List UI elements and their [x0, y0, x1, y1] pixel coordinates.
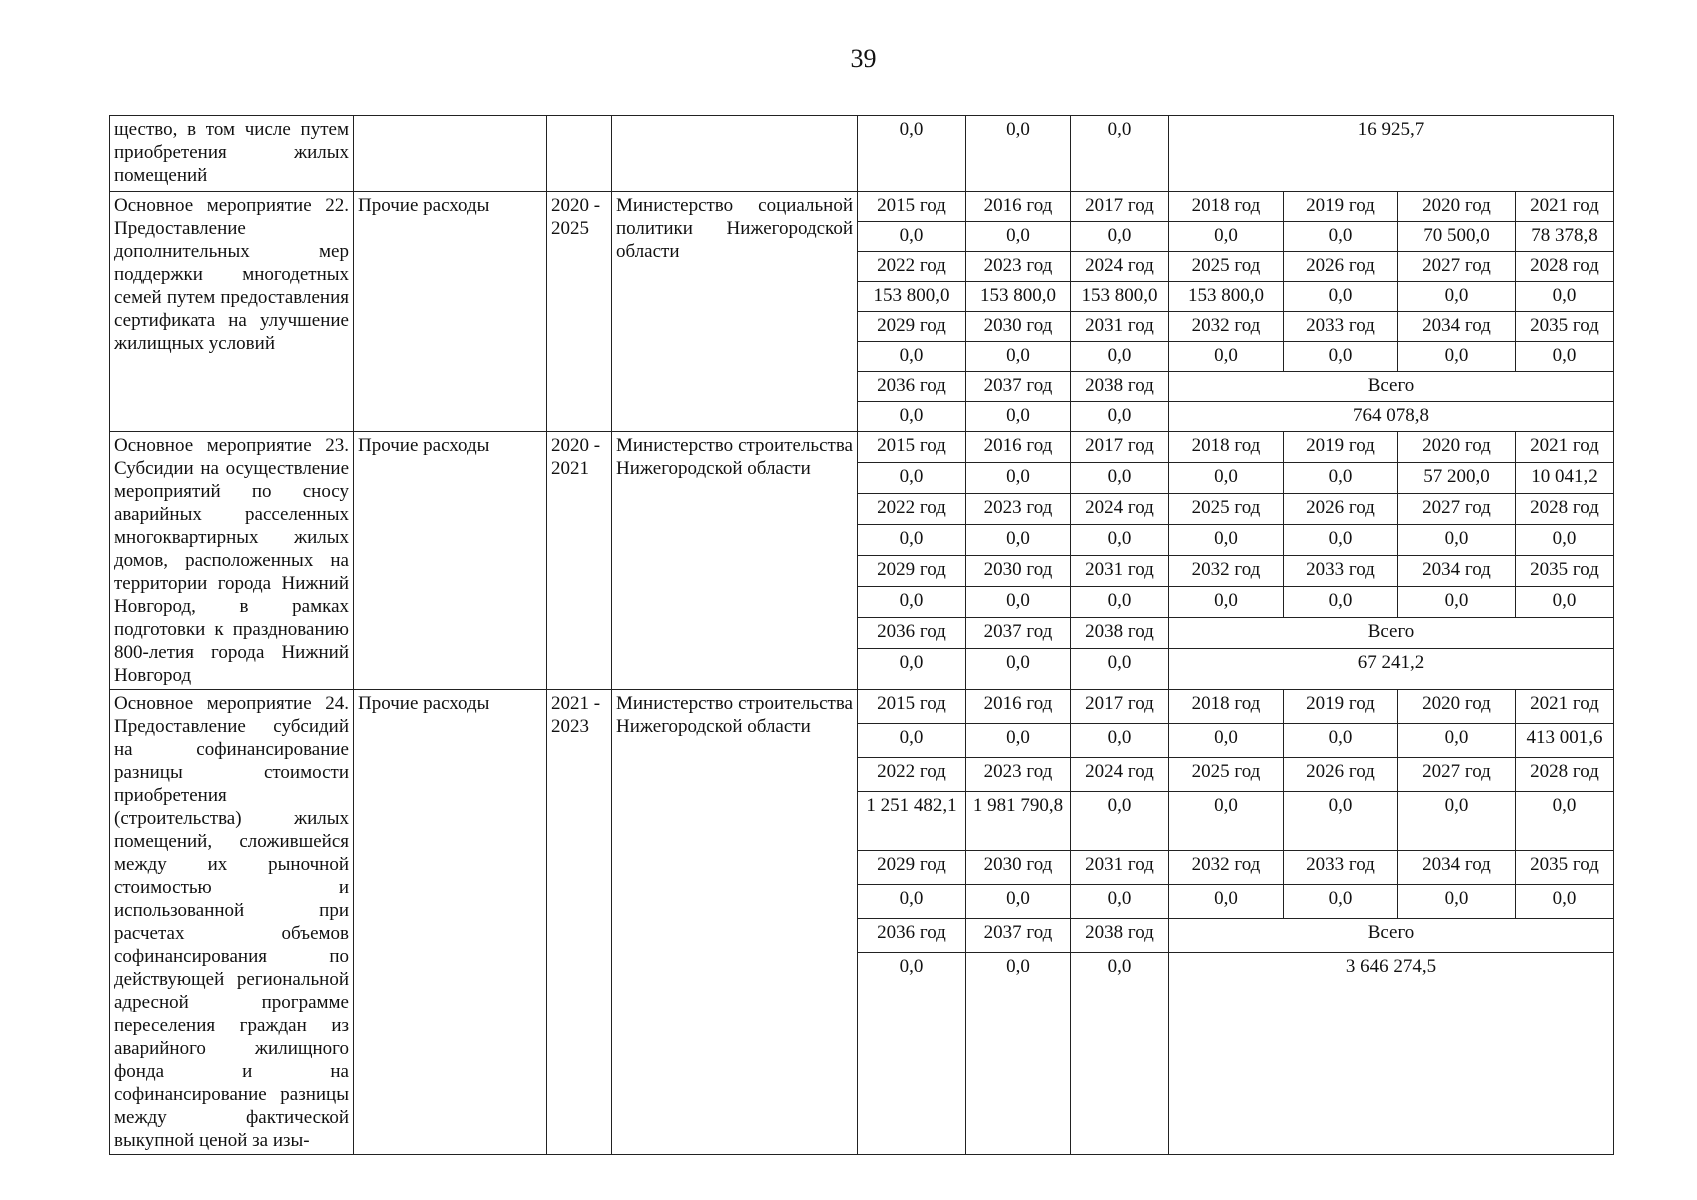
- value-cell: 0,0: [1071, 342, 1169, 372]
- year-label: 2027 год: [1398, 252, 1516, 282]
- period: 2020 - 2025: [547, 192, 612, 432]
- value-cell: 413 001,6: [1516, 724, 1614, 758]
- year-label: 2025 год: [1169, 252, 1284, 282]
- year-label: 2028 год: [1516, 252, 1614, 282]
- value-cell: 0,0: [1284, 462, 1398, 493]
- value-cell: 0,0: [1284, 792, 1398, 851]
- value-cell: 0,0: [966, 116, 1071, 192]
- year-label: 2029 год: [858, 312, 966, 342]
- value-cell: 0,0: [1071, 792, 1169, 851]
- value-cell: 0,0: [1169, 885, 1284, 919]
- year-label: 2037 год: [966, 372, 1071, 402]
- value-cell: 0,0: [1516, 586, 1614, 617]
- page-number: 39: [850, 44, 877, 73]
- value-cell: 0,0: [858, 462, 966, 493]
- value-cell: 0,0: [858, 222, 966, 252]
- year-label: 2036 год: [858, 617, 966, 648]
- year-label: 2020 год: [1398, 192, 1516, 222]
- year-label: 2038 год: [1071, 919, 1169, 953]
- value-cell: 0,0: [858, 342, 966, 372]
- value-cell: 0,0: [1071, 953, 1169, 1155]
- year-label: 2026 год: [1284, 493, 1398, 524]
- year-label: 2021 год: [1516, 690, 1614, 724]
- year-label: 2037 год: [966, 617, 1071, 648]
- program-table: [109, 115, 1614, 1155]
- expense-type: Прочие расходы: [354, 690, 547, 1155]
- value-cell: 78 378,8: [1516, 222, 1614, 252]
- year-label: 2030 год: [966, 312, 1071, 342]
- value-cell: 0,0: [1169, 724, 1284, 758]
- year-label: 2038 год: [1071, 617, 1169, 648]
- year-label: 2016 год: [966, 690, 1071, 724]
- value-cell: 0,0: [858, 953, 966, 1155]
- year-label: 2032 год: [1169, 851, 1284, 885]
- year-label: 2023 год: [966, 758, 1071, 792]
- value-cell: 0,0: [1071, 724, 1169, 758]
- year-label: 2037 год: [966, 919, 1071, 953]
- year-label: 2029 год: [858, 851, 966, 885]
- year-label: 2036 год: [858, 919, 966, 953]
- value-cell: 0,0: [966, 462, 1071, 493]
- value-cell: 0,0: [1169, 524, 1284, 555]
- year-label: 2033 год: [1284, 312, 1398, 342]
- value-cell: 0,0: [858, 724, 966, 758]
- year-label: 2035 год: [1516, 555, 1614, 586]
- executor: Министерство социальной политики Нижегородской области: [612, 192, 858, 432]
- year-label: 2035 год: [1516, 312, 1614, 342]
- year-label: 2021 год: [1516, 432, 1614, 463]
- year-label: 2028 год: [1516, 758, 1614, 792]
- value-cell: 0,0: [1284, 282, 1398, 312]
- year-label: 2024 год: [1071, 252, 1169, 282]
- value-cell: 0,0: [1516, 282, 1614, 312]
- year-label: 2022 год: [858, 493, 966, 524]
- value-cell: 153 800,0: [1071, 282, 1169, 312]
- year-label: 2031 год: [1071, 851, 1169, 885]
- year-label: 2031 год: [1071, 312, 1169, 342]
- value-cell: 0,0: [1398, 586, 1516, 617]
- value-cell: 153 800,0: [1169, 282, 1284, 312]
- expense-type: Прочие расходы: [354, 192, 547, 432]
- value-cell: 0,0: [1071, 648, 1169, 689]
- value-cell: 0,0: [966, 953, 1071, 1155]
- value-cell: 0,0: [1169, 586, 1284, 617]
- value-cell: 0,0: [858, 524, 966, 555]
- value-cell: 0,0: [1398, 792, 1516, 851]
- year-label: 2017 год: [1071, 690, 1169, 724]
- total-value: 67 241,2: [1169, 648, 1614, 689]
- year-label: 2020 год: [1398, 690, 1516, 724]
- value-cell: 0,0: [1284, 342, 1398, 372]
- value-cell: 0,0: [1071, 116, 1169, 192]
- value-cell: 153 800,0: [966, 282, 1071, 312]
- year-label: 2015 год: [858, 192, 966, 222]
- value-cell: 0,0: [966, 524, 1071, 555]
- year-label: 2034 год: [1398, 555, 1516, 586]
- year-label: 2026 год: [1284, 758, 1398, 792]
- year-label: 2018 год: [1169, 690, 1284, 724]
- period: 2020 - 2021: [547, 432, 612, 690]
- year-label: 2019 год: [1284, 432, 1398, 463]
- total-label: Всего: [1169, 919, 1614, 953]
- year-label: 2020 год: [1398, 432, 1516, 463]
- year-label: 2015 год: [858, 690, 966, 724]
- value-cell: 0,0: [1516, 885, 1614, 919]
- value-cell: 0,0: [966, 342, 1071, 372]
- value-cell: 153 800,0: [858, 282, 966, 312]
- value-cell: 0,0: [1516, 342, 1614, 372]
- value-cell: 0,0: [1071, 524, 1169, 555]
- value-cell: 0,0: [1071, 462, 1169, 493]
- value-cell: 0,0: [1284, 524, 1398, 555]
- year-label: 2032 год: [1169, 555, 1284, 586]
- value-cell: 0,0: [1284, 586, 1398, 617]
- value-cell: 0,0: [966, 402, 1071, 432]
- value-cell: 0,0: [1398, 342, 1516, 372]
- year-label: 2016 год: [966, 432, 1071, 463]
- value-cell: 0,0: [1398, 885, 1516, 919]
- measure-description: Основное мероприятие 23. Субсидии на осуществление мероприятий по сносу аварийных расселенных многоквартирных жилых домов, расположенных на территории города Нижний Новгород, в рамках подготовки к празднованию 800-летия города Нижний Новгород: [110, 432, 354, 690]
- year-label: 2023 год: [966, 493, 1071, 524]
- value-cell: 0,0: [966, 648, 1071, 689]
- value-cell: 0,0: [1516, 792, 1614, 851]
- value-cell: 0,0: [858, 648, 966, 689]
- year-label: 2017 год: [1071, 432, 1169, 463]
- value-cell: 0,0: [1071, 586, 1169, 617]
- value-cell: 0,0: [1169, 342, 1284, 372]
- value-cell: 0,0: [966, 885, 1071, 919]
- year-label: 2034 год: [1398, 312, 1516, 342]
- year-label: 2022 год: [858, 758, 966, 792]
- year-label: 2027 год: [1398, 493, 1516, 524]
- year-label: 2019 год: [1284, 192, 1398, 222]
- value-cell: 0,0: [1071, 885, 1169, 919]
- year-label: 2035 год: [1516, 851, 1614, 885]
- value-cell: 0,0: [1398, 724, 1516, 758]
- year-label: 2029 год: [858, 555, 966, 586]
- value-cell: 0,0: [1398, 524, 1516, 555]
- value-cell: 57 200,0: [1398, 462, 1516, 493]
- executor: Министерство строительства Нижегородской области: [612, 432, 858, 690]
- value-cell: 0,0: [1516, 524, 1614, 555]
- total-value: 3 646 274,5: [1169, 953, 1614, 1155]
- year-label: 2024 год: [1071, 493, 1169, 524]
- value-cell: 0,0: [1169, 462, 1284, 493]
- measure-description: щество, в том числе путем приобретения жилых помещений: [110, 116, 354, 192]
- year-label: 2033 год: [1284, 851, 1398, 885]
- value-cell: 70 500,0: [1398, 222, 1516, 252]
- year-label: 2022 год: [858, 252, 966, 282]
- year-label: 2025 год: [1169, 493, 1284, 524]
- year-label: 2030 год: [966, 555, 1071, 586]
- executor: Министерство строительства Нижегородской области: [612, 690, 858, 1155]
- table-row: [110, 432, 1614, 463]
- year-label: 2021 год: [1516, 192, 1614, 222]
- expense-type: Прочие расходы: [354, 432, 547, 690]
- year-label: 2024 год: [1071, 758, 1169, 792]
- value-cell: 1 251 482,1: [858, 792, 966, 851]
- value-cell: 0,0: [1284, 222, 1398, 252]
- value-cell: 0,0: [1284, 885, 1398, 919]
- measure-description: Основное мероприятие 22. Предоставление дополнительных мер поддержки многодетных семей путем предоставления сертификата на улучшение жилищных условий: [110, 192, 354, 432]
- table-row: [110, 690, 1614, 724]
- value-cell: 0,0: [858, 586, 966, 617]
- value-cell: 0,0: [858, 402, 966, 432]
- year-label: 2036 год: [858, 372, 966, 402]
- total-label: Всего: [1169, 372, 1614, 402]
- value-cell: 0,0: [1071, 402, 1169, 432]
- year-label: 2025 год: [1169, 758, 1284, 792]
- total-label: Всего: [1169, 617, 1614, 648]
- value-cell: 0,0: [966, 586, 1071, 617]
- year-label: 2034 год: [1398, 851, 1516, 885]
- measure-description: Основное мероприятие 24. Предоставление субсидий на софинансирование разницы стоимости приобретения (строительства) жилых помещений, сложившейся между их рыночной стоимостью и использованной при расчетах объемов софинансирования по действующей региональной адресной программе переселения граждан из аварийного жилищного фонда и на софинансирование разницы между фактической выкупной ценой за изы-: [110, 690, 354, 1155]
- year-label: 2027 год: [1398, 758, 1516, 792]
- year-label: 2018 год: [1169, 192, 1284, 222]
- value-cell: 0,0: [1169, 792, 1284, 851]
- year-label: 2038 год: [1071, 372, 1169, 402]
- year-label: 2028 год: [1516, 493, 1614, 524]
- expense-type-cell: [354, 116, 547, 192]
- value-cell: 0,0: [1398, 282, 1516, 312]
- year-label: 2023 год: [966, 252, 1071, 282]
- year-label: 2031 год: [1071, 555, 1169, 586]
- year-label: 2019 год: [1284, 690, 1398, 724]
- year-label: 2033 год: [1284, 555, 1398, 586]
- year-label: 2018 год: [1169, 432, 1284, 463]
- period: 2021 - 2023: [547, 690, 612, 1155]
- table-row: [110, 116, 1614, 192]
- value-cell: 0,0: [966, 222, 1071, 252]
- value-cell: 0,0: [858, 116, 966, 192]
- year-label: 2032 год: [1169, 312, 1284, 342]
- year-label: 2026 год: [1284, 252, 1398, 282]
- year-label: 2030 год: [966, 851, 1071, 885]
- value-cell: 0,0: [858, 885, 966, 919]
- value-cell: 10 041,2: [1516, 462, 1614, 493]
- value-cell: 1 981 790,8: [966, 792, 1071, 851]
- value-cell: 0,0: [1169, 222, 1284, 252]
- value-cell: 0,0: [1284, 724, 1398, 758]
- year-label: 2015 год: [858, 432, 966, 463]
- executor-cell: [612, 116, 858, 192]
- total-value: 16 925,7: [1169, 116, 1614, 192]
- total-value: 764 078,8: [1169, 402, 1614, 432]
- year-label: 2016 год: [966, 192, 1071, 222]
- value-cell: 0,0: [966, 724, 1071, 758]
- year-label: 2017 год: [1071, 192, 1169, 222]
- table-row: [110, 192, 1614, 222]
- period-cell: [547, 116, 612, 192]
- value-cell: 0,0: [1071, 222, 1169, 252]
